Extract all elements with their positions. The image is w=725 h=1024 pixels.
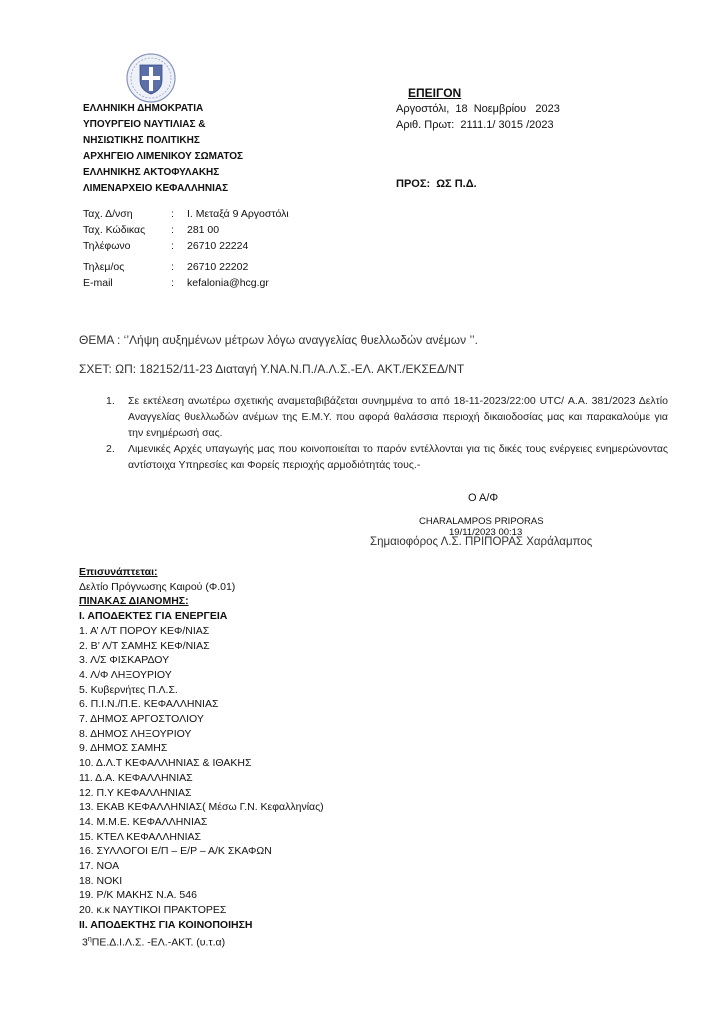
- cc-item-text: ΠΕ.Δ.Ι.Λ.Σ. -ΕΛ.-ΑΚΤ. (υ.τ.α): [91, 936, 226, 949]
- list-item: 4. Λ/Φ ΛΗΞΟΥΡΙΟΥ: [79, 668, 172, 681]
- issuer-line: ΥΠΟΥΡΓΕΙΟ ΝΑΥΤΙΛΙΑΣ &: [83, 119, 206, 130]
- contact-label: Ταχ. Δ/νση: [83, 208, 133, 220]
- signature-title: Ο Α/Φ: [468, 492, 499, 504]
- contact-details: [83, 206, 289, 291]
- issuer-line: ΕΛΛΗΝΙΚΗΣ ΑΚΤΟΦΥΛΑΚΗΣ: [83, 167, 220, 178]
- list-item: 19. Ρ/Κ ΜΑΚΗΣ Ν.Α. 546: [79, 889, 197, 902]
- action-recipients-heading: Ι. ΑΠΟΔΕΚΤΕΣ ΓΙΑ ΕΝΕΡΓΕΙΑ: [79, 610, 228, 623]
- contact-address: Ταχ. Δ/νση : Ι. Μεταξά 9 Αργοστόλι: [83, 208, 289, 220]
- list-item: 6. Π.Ι.Ν./Π.Ε. ΚΕΦΑΛΛΗΝΙΑΣ: [79, 698, 219, 711]
- hellenic-republic-emblem-icon: [125, 52, 177, 104]
- signature-timestamp: 19/11/2023 00:13: [449, 527, 523, 538]
- contact-postcode: Ταχ. Κώδικας : 281 00: [83, 224, 220, 236]
- body-item-text: Σε εκτέλεση ανωτέρω σχετικής αναμεταβιβάζεται συνημμένα το από 18-11-2023/22:00 UTC/ Α.Α. 381/2023 Δελτίο Αναγγελίας θυελλωδών ανέμων της Ε.Μ.Υ. που αφορά θαλάσσια περιοχή δικαιοδοσίας μας και παρακαλούμε για την ενημέρωσή σας.: [128, 395, 668, 439]
- body-items: [106, 393, 668, 473]
- digital-signature: [419, 516, 544, 538]
- list-item: 1. Α’ Λ/Τ ΠΟΡΟΥ ΚΕΦ/ΝΙΑΣ: [79, 624, 210, 637]
- issuer-line: ΑΡΧΗΓΕΙΟ ΛΙΜΕΝΙΚΟΥ ΣΩΜΑΤΟΣ: [83, 151, 244, 162]
- list-item: 2. Β’ Λ/Τ ΣΑΜΗΣ ΚΕΦ/ΝΙΑΣ: [79, 639, 210, 652]
- signer-greek-name: Σημαιοφόρος Λ.Σ. ΠΡΙΠΟΡΑΣ Χαράλαμπος: [370, 536, 593, 548]
- list-item: 14. Μ.Μ.Ε. ΚΕΦΑΛΛΗΝΙΑΣ: [79, 815, 208, 828]
- place-date: Αργοστόλι, 18 Νοεμβρίου 2023: [396, 103, 560, 115]
- body-item-text: Λιμενικές Αρχές υπαγωγής μας που κοινοποιείται το παρόν εντέλλονται για τις δικές τους ενέργειες ενημερώνοντας αντίστοιχα Υπηρεσίες και Φορείς περιοχής αρμοδιότητάς τους.-: [128, 443, 668, 471]
- subject-line: ΘΕΜΑ : ‘’Λήψη αυξημένων μέτρων λόγω αναγγελίας θυελλωδών ανέμων ’’.: [79, 333, 478, 347]
- list-item: 20. κ.κ ΝΑΥΤΙΚΟΙ ΠΡΑΚΤΟΡΕΣ: [79, 904, 227, 917]
- contact-value: 26710 22202: [187, 261, 249, 273]
- list-item: 3. Λ/Σ ΦΙΣΚΑΡΔΟΥ: [79, 654, 170, 667]
- contact-fax: Τηλεμ/ος : 26710 22202: [83, 261, 249, 273]
- list-item: 15. ΚΤΕΛ ΚΕΦΑΛΛΗΝΙΑΣ: [79, 830, 201, 843]
- contact-value: Ι. Μεταξά 9 Αργοστόλι: [187, 208, 289, 220]
- body-item: [106, 441, 668, 473]
- cc-recipients-heading: ΙΙ. ΑΠΟΔΕΚΤΗΣ ΓΙΑ ΚΟΙΝΟΠΟΙΗΣΗ: [79, 918, 253, 931]
- issuer-line: ΕΛΛΗΝΙΚΗ ΔΗΜΟΚΡΑΤΙΑ: [83, 103, 204, 114]
- list-item: 13. ΕΚΑΒ ΚΕΦΑΛΛΗΝΙΑΣ( Μέσω Γ.Ν. Κεφαλληνίας): [79, 801, 324, 814]
- distribution-heading: ΠΙΝΑΚΑΣ ΔΙΑΝΟΜΗΣ:: [79, 595, 189, 608]
- list-item: 7. ΔΗΜΟΣ ΑΡΓΟΣΤΟΛΙΟΥ: [79, 713, 204, 726]
- list-item: 11. Δ.Α. ΚΕΦΑΛΛΗΝΙΑΣ: [79, 771, 193, 784]
- protocol-number: Αριθ. Πρωτ: 2111.1/ 3015 /2023: [396, 119, 554, 131]
- signer-latin-name: CHARALAMPOS PRIPORAS: [419, 516, 544, 527]
- reference-line: ΣΧΕΤ: ΩΠ: 182152/11-23 Διαταγή Υ.ΝΑ.Ν.Π./Α.Λ.Σ.-ΕΛ. ΑΚΤ./ΕΚΣΕΔ/ΝΤ: [79, 362, 465, 376]
- issuer-line: ΝΗΣΙΩΤΙΚΗΣ ΠΟΛΙΤΙΚΗΣ: [83, 135, 200, 146]
- urgency-label: ΕΠΕΙΓΟΝ: [408, 86, 462, 100]
- cc-item: [79, 933, 324, 950]
- contact-phone: Τηλέφωνο : 26710 22224: [83, 240, 249, 252]
- body-item: [106, 393, 668, 441]
- contact-label: E-mail: [83, 277, 113, 289]
- contact-label: Τηλέφωνο: [83, 240, 131, 252]
- list-item: 5. Κυβερνήτες Π.Λ.Σ.: [79, 683, 178, 696]
- attachments-heading: Επισυνάπτεται:: [79, 566, 158, 578]
- contact-value: 26710 22224: [187, 240, 249, 252]
- list-item: 8. ΔΗΜΟΣ ΛΗΞΟΥΡΙΟΥ: [79, 727, 192, 740]
- list-item: 10. Δ.Λ.Τ ΚΕΦΑΛΛΗΝΙΑΣ & ΙΘΑΚΗΣ: [79, 757, 252, 770]
- list-item: 18. ΝΟΚΙ: [79, 874, 123, 887]
- list-item: 17. ΝΟΑ: [79, 860, 120, 873]
- contact-value: kefalonia@hcg.gr: [187, 277, 269, 289]
- cc-item-ordinal: η: [87, 935, 92, 943]
- distribution-section: [79, 565, 324, 950]
- body-item-number: 1.: [106, 395, 115, 407]
- list-item: 12. Π.Υ ΚΕΦΑΛΛΗΝΙΑΣ: [79, 786, 192, 799]
- attachment-item: Δελτίο Πρόγνωσης Καιρού (Φ.01): [79, 580, 236, 593]
- contact-value: 281 00: [187, 224, 220, 236]
- list-item: 16. ΣΥΛΛΟΓΟΙ Ε/Π – Ε/Ρ – Α/Κ ΣΚΑΦΩΝ: [79, 845, 272, 858]
- contact-email: E-mail : kefalonia@hcg.gr: [83, 277, 269, 289]
- contact-label: Ταχ. Κώδικας: [83, 224, 146, 236]
- body-item-number: 2.: [106, 443, 115, 455]
- recipient-line: ΠΡΟΣ: ΩΣ Π.Δ.: [396, 178, 477, 190]
- contact-label: Τηλεμ/ος: [83, 261, 125, 273]
- cc-item-number: 3: [82, 936, 88, 949]
- issuer-block: [83, 101, 243, 197]
- list-item: 9. ΔΗΜΟΣ ΣΑΜΗΣ: [79, 742, 168, 755]
- issuer-line: ΛΙΜΕΝΑΡΧΕΙΟ ΚΕΦΑΛΛΗΝΙΑΣ: [83, 183, 229, 194]
